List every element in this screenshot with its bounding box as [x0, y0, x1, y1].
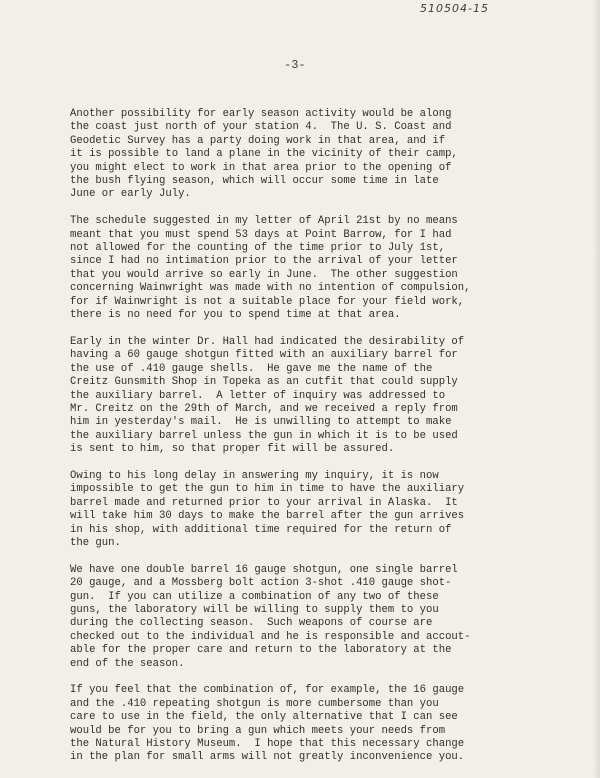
text-line: able for the proper care and return to the laboratory at the	[70, 644, 452, 657]
text-line: since I had no intimation prior to the arrival of your letter	[70, 255, 458, 268]
page-number: -3-	[284, 58, 306, 72]
text-line: the gun.	[70, 536, 121, 549]
text-line: checked out to the individual and he is responsible and accout-	[70, 630, 471, 643]
text-line: June or early July.	[70, 188, 191, 201]
text-line: meant that you must spend 53 days at Point Barrow, for I had	[70, 228, 452, 241]
text-line: the auxiliary barrel. A letter of inquiry was addressed to	[70, 389, 446, 402]
text-line: concerning Wainwright was made with no intention of compulsion,	[70, 282, 471, 295]
text-line: If you feel that the combination of, for example, the 16 gauge	[70, 684, 465, 697]
text-line: impossible to get the gun to him in time to have the auxiliary	[70, 483, 465, 496]
text-line: Owing to his long delay in answering my inquiry, it is now	[70, 469, 439, 482]
text-line: in his shop, with additional time required for the return of	[70, 523, 452, 536]
text-line: Early in the winter Dr. Hall had indicated the desirability of	[70, 335, 465, 348]
text-line: you might elect to work in that area prior to the opening of	[70, 161, 452, 174]
text-line: will take him 30 days to make the barrel after the gun arrives	[70, 510, 465, 523]
text-line: would be for you to bring a gun which meets your needs from	[70, 724, 446, 737]
text-line: the coast just north of your station 4. The U. S. Coast and	[70, 121, 452, 134]
text-line: the auxiliary barrel unless the gun in which it is to be used	[70, 429, 458, 442]
text-line: gun. If you can utilize a combination of any two of these	[70, 590, 439, 603]
text-line: him in yesterday's mail. He is unwilling to attempt to make	[70, 416, 452, 429]
text-line: there is no need for you to spend time at that area.	[70, 309, 401, 322]
letter-paragraph	[70, 684, 548, 764]
text-line: the Natural History Museum. I hope that this necessary change	[70, 738, 465, 751]
text-line: Geodetic Survey has a party doing work in that area, and if	[70, 134, 446, 147]
text-line: guns, the laboratory will be willing to supply them to you	[70, 603, 439, 616]
text-line: having a 60 gauge shotgun fitted with an auxiliary barrel for	[70, 349, 458, 362]
text-line: Another possibility for early season activity would be along	[70, 108, 452, 120]
text-line: We have one double barrel 16 gauge shotgun, one single barrel	[70, 563, 458, 576]
text-line: and the .410 repeating shotgun is more cumbersome than you	[70, 697, 439, 710]
text-line: is sent to him, so that proper fit will be assured.	[70, 443, 395, 456]
text-line: that you would arrive so early in June. The other suggestion	[70, 268, 458, 281]
letter-paragraph	[70, 564, 548, 671]
text-line: not allowed for the counting of the time prior to July 1st,	[70, 242, 446, 255]
letter-paragraph	[70, 108, 548, 202]
text-line: in the plan for small arms will not greatly inconvenience you.	[70, 751, 465, 764]
letter-body	[70, 108, 548, 778]
text-line: during the collecting season. Such weapons of course are	[70, 617, 433, 630]
letter-paragraph	[70, 336, 548, 457]
text-line: barrel made and returned prior to your arrival in Alaska. It	[70, 496, 458, 509]
letter-paragraph	[70, 470, 548, 550]
text-line: care to use in the field, the only alternative that I can see	[70, 711, 458, 724]
document-stamp-number: 510504-15	[420, 2, 489, 15]
text-line: Mr. Creitz on the 29th of March, and we received a reply from	[70, 402, 458, 415]
text-line: the bush flying season, which will occur some time in late	[70, 175, 439, 188]
text-line: 20 gauge, and a Mossberg bolt action 3-shot .410 gauge shot-	[70, 577, 452, 590]
text-line: Creitz Gunsmith Shop in Topeka as an cutfit that could supply	[70, 376, 458, 389]
letter-paragraph	[70, 215, 548, 322]
paper-edge	[594, 0, 600, 778]
text-line: The schedule suggested in my letter of April 21st by no means	[70, 215, 458, 228]
text-line: it is possible to land a plane in the vicinity of their camp,	[70, 148, 458, 161]
text-line: for if Wainwright is not a suitable place for your field work,	[70, 295, 465, 308]
text-line: end of the season.	[70, 657, 185, 670]
text-line: the use of .410 gauge shells. He gave me the name of the	[70, 362, 433, 375]
